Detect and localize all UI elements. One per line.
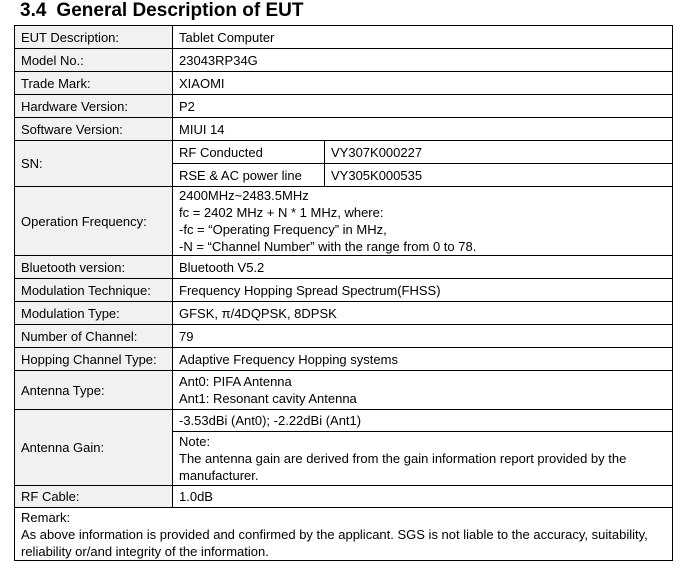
row-value: 2400MHz~2483.5MHz fc = 2402 MHz + N * 1 MHz, where: -fc = “Operating Frequency” in MHz, -N = “Channel Number” with the range from 0 to 78. <box>173 187 673 256</box>
table-row <box>15 118 673 141</box>
row-value: GFSK, π/4DQPSK, 8DPSK <box>173 302 673 325</box>
row-value: 23043RP34G <box>173 49 673 72</box>
row-label: EUT Description: <box>15 26 173 49</box>
table-row <box>15 279 673 302</box>
section-title: General Description of EUT <box>56 0 304 21</box>
table-row <box>15 410 673 432</box>
section-heading <box>20 0 303 22</box>
table-row <box>15 187 673 256</box>
row-label: Antenna Type: <box>15 371 173 410</box>
row-value: XIAOMI <box>173 72 673 95</box>
sn-entry-name: RF Conducted <box>173 141 325 164</box>
remark: Remark: As above information is provided and confirmed by the applicant. SGS is not liable to the accuracy, suitability, reliability or/and integrity of the information. <box>15 508 673 561</box>
row-label: Bluetooth version: <box>15 256 173 279</box>
sn-entry-name: RSE & AC power line <box>173 164 325 187</box>
row-value: Frequency Hopping Spread Spectrum(FHSS) <box>173 279 673 302</box>
table-row <box>15 141 673 164</box>
table-row <box>15 49 673 72</box>
row-value: Tablet Computer <box>173 26 673 49</box>
row-label: Modulation Technique: <box>15 279 173 302</box>
table-row <box>15 26 673 49</box>
table-row <box>15 95 673 118</box>
sn-entry-value: VY307K000227 <box>325 141 673 164</box>
row-label: Software Version: <box>15 118 173 141</box>
row-value: Adaptive Frequency Hopping systems <box>173 348 673 371</box>
sn-entry-value: VY305K000535 <box>325 164 673 187</box>
row-label: RF Cable: <box>15 486 173 508</box>
row-label: Trade Mark: <box>15 72 173 95</box>
row-value: Bluetooth V5.2 <box>173 256 673 279</box>
table-row <box>15 508 673 561</box>
row-label: SN: <box>15 141 173 187</box>
table-row <box>15 72 673 95</box>
row-value: 79 <box>173 325 673 348</box>
table-row <box>15 348 673 371</box>
section-number: 3.4 <box>20 0 47 21</box>
row-label: Model No.: <box>15 49 173 72</box>
table-row <box>15 256 673 279</box>
row-label: Number of Channel: <box>15 325 173 348</box>
antenna-gain-note: Note: The antenna gain are derived from the gain information report provided by the manufacturer. <box>173 432 673 486</box>
table-row <box>15 371 673 410</box>
row-value: P2 <box>173 95 673 118</box>
table-row <box>15 486 673 508</box>
row-label: Hardware Version: <box>15 95 173 118</box>
row-value: Ant0: PIFA Antenna Ant1: Resonant cavity Antenna <box>173 371 673 410</box>
row-value: 1.0dB <box>173 486 673 508</box>
row-value: -3.53dBi (Ant0); -2.22dBi (Ant1) <box>173 410 673 432</box>
row-value: MIUI 14 <box>173 118 673 141</box>
row-label: Modulation Type: <box>15 302 173 325</box>
table-row <box>15 325 673 348</box>
table-row <box>15 302 673 325</box>
eut-description-table <box>14 25 673 561</box>
row-label: Operation Frequency: <box>15 187 173 256</box>
row-label: Hopping Channel Type: <box>15 348 173 371</box>
row-label: Antenna Gain: <box>15 410 173 486</box>
